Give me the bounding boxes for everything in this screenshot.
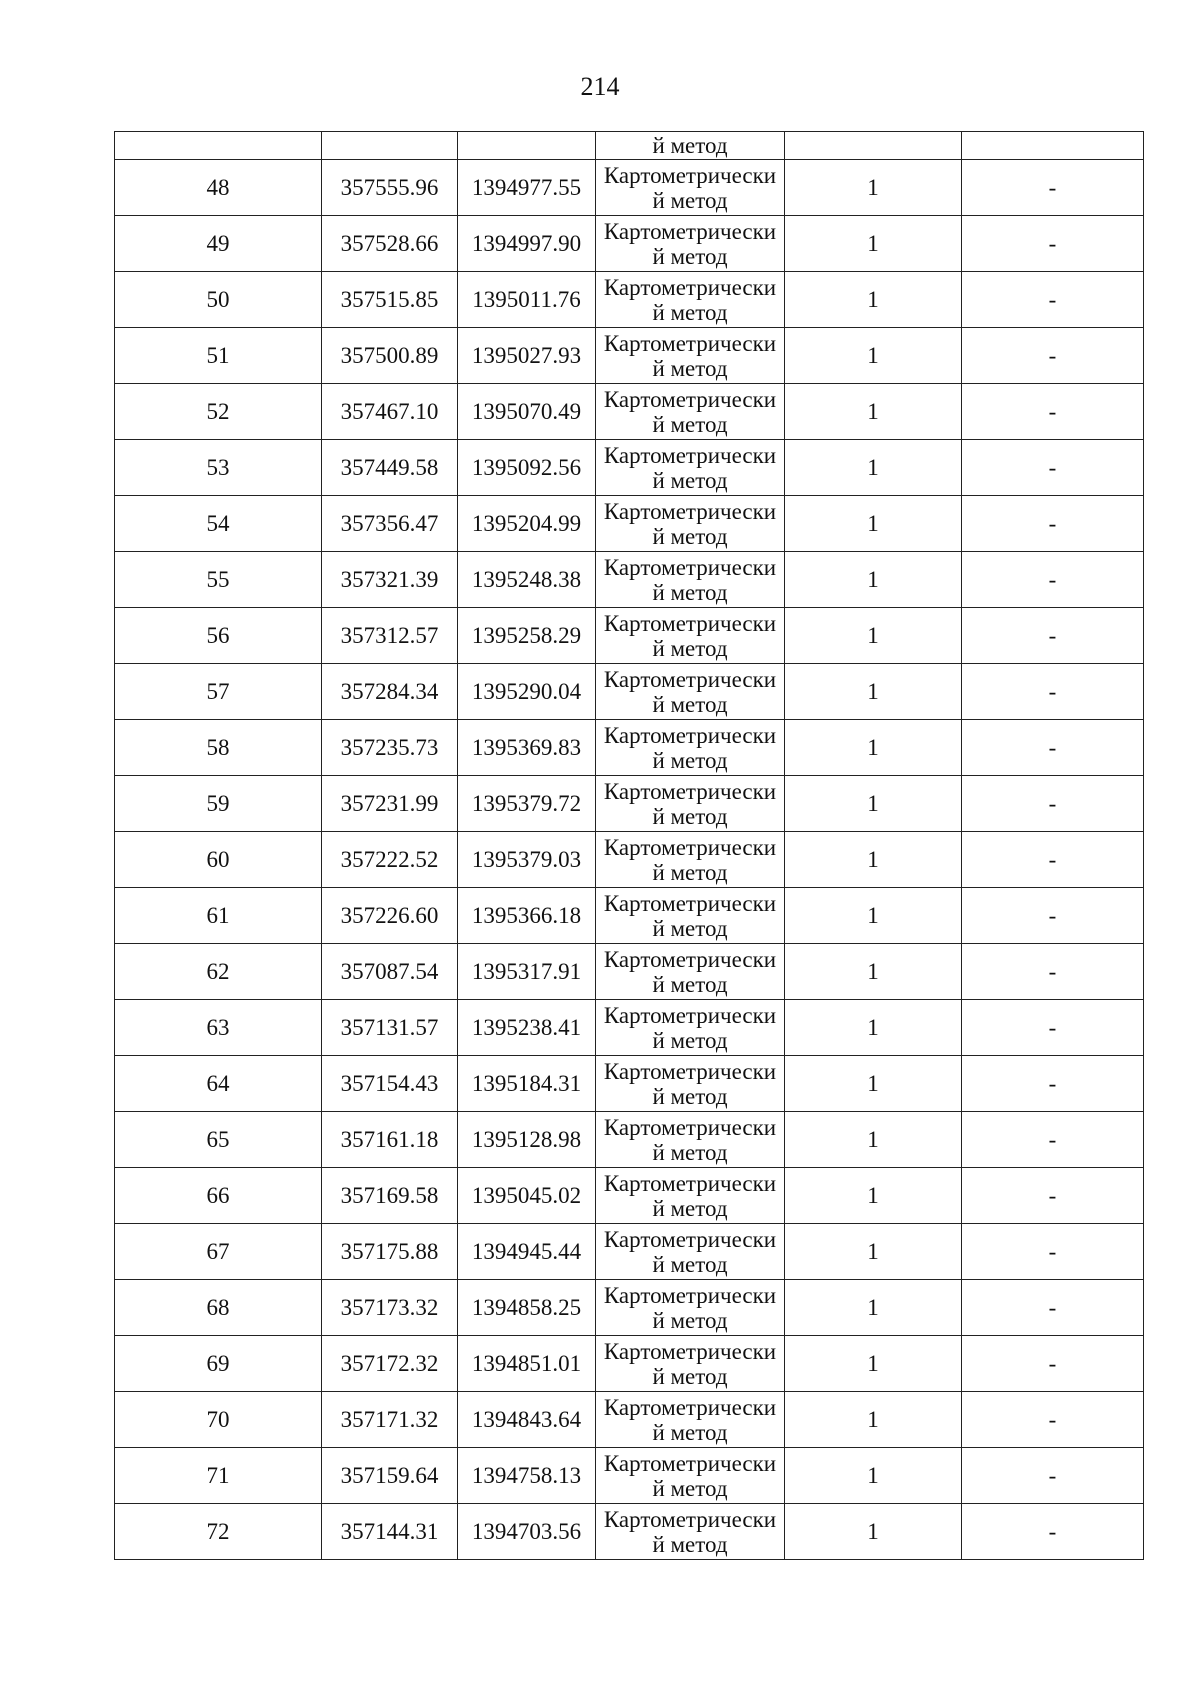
cell-x: 357087.54 [322,944,458,1000]
cell-point-number: 48 [115,160,322,216]
cell-method [596,1336,785,1392]
cell-y: 1395128.98 [458,1112,596,1168]
cell-y: 1395379.72 [458,776,596,832]
coordinates-table [114,131,1144,1560]
cell-point-number: 51 [115,328,322,384]
cell-y: 1395045.02 [458,1168,596,1224]
cell-y: 1394843.64 [458,1392,596,1448]
cell-x: 357172.32 [322,1336,458,1392]
method-line-1: Картометрически [603,946,777,972]
cell-accuracy: 1 [785,272,962,328]
table-row [115,496,1144,552]
cell-point-number: 49 [115,216,322,272]
cell-method [596,552,785,608]
method-line-1: Картометрически [603,554,777,580]
method-line-2: й метод [652,803,728,829]
cell-point-number: 65 [115,1112,322,1168]
cell-note: - [962,552,1144,608]
method-line-2: й метод [652,1419,728,1445]
cell-point-number [115,132,322,160]
cell-y: 1395248.38 [458,552,596,608]
cell-accuracy: 1 [785,1000,962,1056]
cell-note: - [962,328,1144,384]
cell-y: 1394977.55 [458,160,596,216]
coordinates-table-body [115,132,1144,1560]
cell-point-number: 70 [115,1392,322,1448]
table-row [115,552,1144,608]
cell-x: 357321.39 [322,552,458,608]
cell-y: 1394851.01 [458,1336,596,1392]
method-line-1: Картометрически [603,330,777,356]
method-line-1: Картометрически [603,1282,777,1308]
cell-x: 357356.47 [322,496,458,552]
cell-method [596,272,785,328]
page-number: 214 [580,72,620,101]
table-row [115,1224,1144,1280]
cell-note [962,132,1144,160]
cell-note: - [962,776,1144,832]
cell-point-number: 62 [115,944,322,1000]
cell-x: 357231.99 [322,776,458,832]
cell-note: - [962,888,1144,944]
cell-method [596,776,785,832]
method-line-2: й метод [652,1251,728,1277]
cell-note: - [962,720,1144,776]
cell-point-number: 57 [115,664,322,720]
table-row [115,160,1144,216]
cell-method [596,664,785,720]
cell-note: - [962,1224,1144,1280]
cell-x [322,132,458,160]
method-line-2: й метод [652,243,728,269]
cell-accuracy: 1 [785,1392,962,1448]
cell-accuracy: 1 [785,1224,962,1280]
cell-accuracy: 1 [785,1112,962,1168]
method-line-2: й метод [652,411,728,437]
cell-y: 1395379.03 [458,832,596,888]
cell-method [596,832,785,888]
method-line-1: Картометрически [603,218,777,244]
method-line-2: й метод [652,299,728,325]
method-line-1: Картометрически [603,1058,777,1084]
table-row [115,1448,1144,1504]
method-line-1: Картометрически [603,1002,777,1028]
cell-method [596,944,785,1000]
cell-accuracy: 1 [785,1336,962,1392]
cell-accuracy: 1 [785,216,962,272]
cell-accuracy: 1 [785,1168,962,1224]
cell-x: 357169.58 [322,1168,458,1224]
method-line-2: й метод [652,1363,728,1389]
cell-y: 1395369.83 [458,720,596,776]
table-row [115,776,1144,832]
cell-y: 1395027.93 [458,328,596,384]
method-line-1: Картометрически [603,1226,777,1252]
cell-note: - [962,216,1144,272]
cell-accuracy [785,132,962,160]
cell-x: 357467.10 [322,384,458,440]
cell-method [596,384,785,440]
cell-point-number: 69 [115,1336,322,1392]
method-line-2: й метод [652,691,728,717]
cell-point-number: 58 [115,720,322,776]
method-line-2: й метод [652,635,728,661]
cell-point-number: 72 [115,1504,322,1560]
method-line-1: Картометрически [603,162,777,188]
method-line-2: й метод [652,1139,728,1165]
cell-x: 357159.64 [322,1448,458,1504]
cell-method [596,1224,785,1280]
cell-accuracy: 1 [785,328,962,384]
cell-x: 357500.89 [322,328,458,384]
cell-note: - [962,496,1144,552]
cell-y: 1395011.76 [458,272,596,328]
cell-x: 357312.57 [322,608,458,664]
cell-note: - [962,1056,1144,1112]
cell-y: 1395070.49 [458,384,596,440]
cell-point-number: 68 [115,1280,322,1336]
cell-x: 357154.43 [322,1056,458,1112]
cell-point-number: 59 [115,776,322,832]
cell-note: - [962,272,1144,328]
method-line-1: Картометрически [603,1338,777,1364]
cell-note: - [962,1448,1144,1504]
cell-method: й метод [596,132,785,160]
cell-note: - [962,1112,1144,1168]
cell-y [458,132,596,160]
cell-y: 1394758.13 [458,1448,596,1504]
method-line-2: й метод [652,859,728,885]
table-row [115,1336,1144,1392]
cell-x: 357144.31 [322,1504,458,1560]
table-row [115,1504,1144,1560]
cell-y: 1394997.90 [458,216,596,272]
table-row [115,832,1144,888]
cell-point-number: 54 [115,496,322,552]
cell-note: - [962,1504,1144,1560]
cell-accuracy: 1 [785,160,962,216]
method-line-1: Картометрически [603,1506,777,1532]
cell-point-number: 60 [115,832,322,888]
cell-x: 357161.18 [322,1112,458,1168]
table-row [115,1168,1144,1224]
cell-y: 1395184.31 [458,1056,596,1112]
table-row [115,1112,1144,1168]
cell-accuracy: 1 [785,888,962,944]
table-row [115,216,1144,272]
cell-accuracy: 1 [785,1448,962,1504]
cell-y: 1394945.44 [458,1224,596,1280]
cell-method [596,440,785,496]
cell-point-number: 50 [115,272,322,328]
cell-point-number: 61 [115,888,322,944]
method-line-2: й метод [652,1083,728,1109]
method-line-2: й метод [652,1027,728,1053]
method-line-2: й метод [652,1307,728,1333]
cell-x: 357171.32 [322,1392,458,1448]
cell-y: 1395238.41 [458,1000,596,1056]
cell-x: 357284.34 [322,664,458,720]
cell-accuracy: 1 [785,832,962,888]
continuation-row [115,132,1144,160]
cell-accuracy: 1 [785,608,962,664]
method-line-1: Картометрически [603,722,777,748]
method-line-1: Картометрически [603,610,777,636]
cell-point-number: 63 [115,1000,322,1056]
method-line-2: й метод [652,747,728,773]
method-line-2: й метод [652,1475,728,1501]
method-line-2: й метод [652,1195,728,1221]
cell-method [596,216,785,272]
cell-method [596,720,785,776]
cell-y: 1395092.56 [458,440,596,496]
method-line-1: Картометрически [603,834,777,860]
cell-y: 1395258.29 [458,608,596,664]
method-line-1: Картометрически [603,1170,777,1196]
cell-method [596,1392,785,1448]
cell-method [596,496,785,552]
method-line-2: й метод [652,467,728,493]
cell-note: - [962,1168,1144,1224]
table-row [115,384,1144,440]
cell-note: - [962,944,1144,1000]
cell-accuracy: 1 [785,440,962,496]
cell-accuracy: 1 [785,1504,962,1560]
cell-accuracy: 1 [785,384,962,440]
cell-point-number: 52 [115,384,322,440]
cell-x: 357131.57 [322,1000,458,1056]
cell-method [596,1112,785,1168]
cell-point-number: 64 [115,1056,322,1112]
cell-method [596,1000,785,1056]
method-line-2: й метод [652,523,728,549]
cell-note: - [962,1000,1144,1056]
cell-point-number: 53 [115,440,322,496]
cell-note: - [962,832,1144,888]
table-row [115,1392,1144,1448]
cell-x: 357555.96 [322,160,458,216]
table-row [115,608,1144,664]
cell-accuracy: 1 [785,1280,962,1336]
method-line-2: й метод [652,915,728,941]
method-line-1: Картометрически [603,274,777,300]
cell-x: 357222.52 [322,832,458,888]
cell-y: 1395317.91 [458,944,596,1000]
cell-accuracy: 1 [785,944,962,1000]
cell-x: 357226.60 [322,888,458,944]
cell-note: - [962,608,1144,664]
table-row [115,328,1144,384]
cell-method [596,1504,785,1560]
cell-note: - [962,440,1144,496]
table-row [115,1056,1144,1112]
method-line-2: й метод [652,355,728,381]
table-row [115,440,1144,496]
method-line-1: Картометрически [603,498,777,524]
method-line-2: й метод [652,971,728,997]
cell-note: - [962,384,1144,440]
cell-note: - [962,1280,1144,1336]
table-row [115,664,1144,720]
cell-method [596,1056,785,1112]
cell-accuracy: 1 [785,496,962,552]
table-row [115,272,1144,328]
cell-method [596,160,785,216]
cell-point-number: 56 [115,608,322,664]
cell-y: 1395290.04 [458,664,596,720]
table-row [115,888,1144,944]
method-line-2: й метод [652,187,728,213]
cell-y: 1394703.56 [458,1504,596,1560]
cell-method [596,608,785,664]
method-line-1: Картометрически [603,1394,777,1420]
cell-x: 357235.73 [322,720,458,776]
cell-note: - [962,1392,1144,1448]
table-row [115,944,1144,1000]
cell-point-number: 66 [115,1168,322,1224]
method-line-1: Картометрически [603,386,777,412]
cell-method [596,1448,785,1504]
table-row [115,1280,1144,1336]
table-row [115,720,1144,776]
cell-x: 357515.85 [322,272,458,328]
cell-y: 1395366.18 [458,888,596,944]
cell-note: - [962,160,1144,216]
cell-accuracy: 1 [785,720,962,776]
cell-method [596,1280,785,1336]
method-line-2: й метод [652,579,728,605]
cell-y: 1395204.99 [458,496,596,552]
method-line-2: й метод [652,1531,728,1557]
cell-method [596,888,785,944]
cell-y: 1394858.25 [458,1280,596,1336]
cell-x: 357175.88 [322,1224,458,1280]
cell-x: 357449.58 [322,440,458,496]
cell-method [596,328,785,384]
method-line-1: Картометрически [603,442,777,468]
cell-x: 357173.32 [322,1280,458,1336]
method-line-1: Картометрически [603,890,777,916]
cell-note: - [962,1336,1144,1392]
cell-accuracy: 1 [785,664,962,720]
cell-point-number: 71 [115,1448,322,1504]
cell-accuracy: 1 [785,776,962,832]
table-row [115,1000,1144,1056]
cell-note: - [962,664,1144,720]
method-line-1: Картометрически [603,778,777,804]
method-line-1: Картометрически [603,666,777,692]
cell-accuracy: 1 [785,552,962,608]
cell-point-number: 67 [115,1224,322,1280]
cell-method [596,1168,785,1224]
cell-x: 357528.66 [322,216,458,272]
cell-point-number: 55 [115,552,322,608]
method-line-1: Картометрически [603,1450,777,1476]
cell-accuracy: 1 [785,1056,962,1112]
method-line-1: Картометрически [603,1114,777,1140]
